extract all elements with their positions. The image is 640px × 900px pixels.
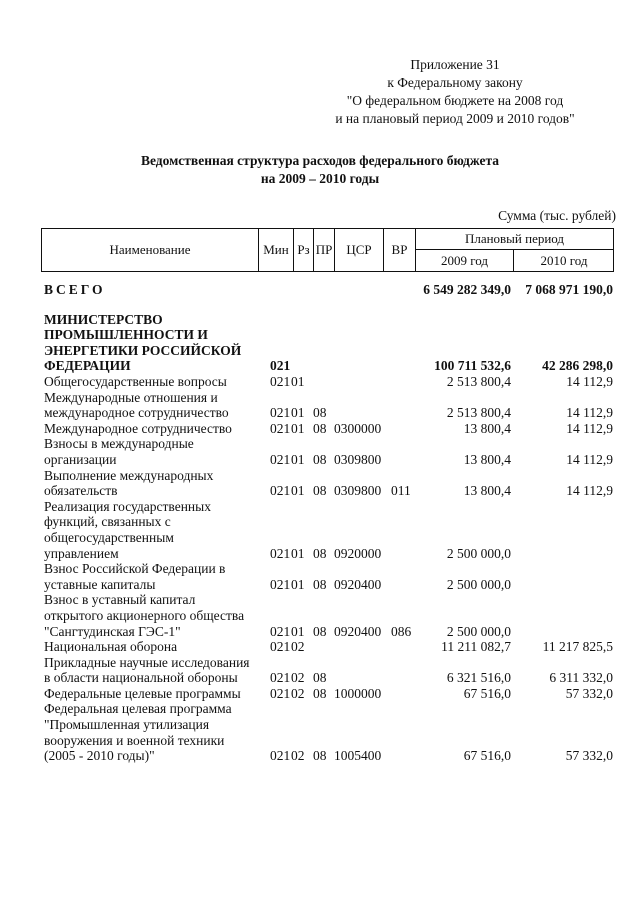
- row-name-line: в области национальной обороны: [44, 670, 238, 686]
- row-name-line: Национальная оборона: [44, 639, 178, 655]
- row-name-line: ЭНЕРГЕТИКИ РОССИЙСКОЙ: [44, 342, 242, 358]
- total-row: [0, 282, 640, 298]
- table-row: [0, 561, 640, 592]
- row-rz: 02: [291, 670, 305, 686]
- row-name-line: вооружения и военной техники: [44, 732, 225, 748]
- row-name-line: Прикладные научные исследования: [44, 654, 250, 670]
- header-name: Наименование: [109, 242, 191, 257]
- row-rz: 01: [291, 420, 305, 436]
- row-pr: 08: [313, 451, 327, 467]
- header-rz: Рз: [293, 229, 313, 271]
- row-min: 021: [270, 545, 291, 561]
- row-amount-2010: 14 112,9: [566, 373, 613, 389]
- row-csr: 0309800: [334, 451, 382, 467]
- row-name: [44, 499, 266, 561]
- row-amount-2009: 100 711 532,6: [434, 358, 511, 374]
- table-body: [0, 282, 640, 764]
- row-name-line: Выполнение международных: [44, 467, 214, 483]
- table-row: [0, 701, 640, 763]
- table-row: [0, 436, 640, 467]
- table-row: [0, 468, 640, 499]
- row-amount-2009: 6 549 282 349,0: [423, 282, 511, 297]
- row-rz: 01: [291, 451, 305, 467]
- row-pr: 08: [313, 623, 327, 639]
- row-name: [44, 421, 266, 437]
- header-pr: ПР: [313, 229, 334, 271]
- row-amount-2009: 2 500 000,0: [446, 545, 511, 561]
- row-name-line: Международное сотрудничество: [44, 420, 232, 436]
- row-min: 021: [270, 483, 291, 499]
- annex-law-title-1: "О федеральном бюджете на 2008 год: [346, 93, 564, 108]
- row-name-line: Общегосударственные вопросы: [44, 373, 227, 389]
- row-name-line: Международные отношения и: [44, 389, 218, 405]
- row-name-line: открытого акционерного общества: [44, 607, 245, 623]
- row-name-line: Взнос в уставный капитал: [44, 592, 196, 608]
- row-name: [44, 686, 266, 702]
- row-name-line: управлением: [44, 545, 119, 561]
- row-amount-2010: 7 068 971 190,0: [525, 282, 613, 297]
- row-min: 021: [270, 639, 291, 655]
- row-rz: 01: [291, 405, 305, 421]
- row-name-line: обязательств: [44, 483, 118, 499]
- row-csr: 1005400: [334, 748, 382, 764]
- row-amount-2010: 14 112,9: [566, 420, 613, 436]
- row-name-line: Федеральная целевая программа: [44, 701, 232, 717]
- table-row: [0, 592, 640, 639]
- annex-number: Приложение 31: [410, 57, 500, 72]
- row-name-line: Взносы в международные: [44, 436, 194, 452]
- row-name-line: ВСЕГО: [44, 282, 106, 297]
- row-min: 021: [270, 670, 291, 686]
- row-name-line: Реализация государственных: [44, 498, 211, 514]
- row-vr: 011: [391, 483, 411, 499]
- row-amount-2010: 57 332,0: [565, 748, 613, 764]
- table-row: [0, 312, 640, 374]
- row-amount-2009: 13 800,4: [463, 420, 511, 436]
- row-pr: 08: [313, 405, 327, 421]
- row-amount-2009: 2 513 800,4: [446, 405, 511, 421]
- row-pr: 08: [313, 670, 327, 686]
- row-name-line: организации: [44, 451, 117, 467]
- table-row: [0, 499, 640, 561]
- row-pr: 08: [313, 483, 327, 499]
- row-pr: 08: [313, 576, 327, 592]
- row-name-line: "Сангтудинская ГЭС-1": [44, 623, 181, 639]
- row-rz: 02: [291, 639, 305, 655]
- row-name: [44, 592, 266, 639]
- row-csr: 0920000: [334, 545, 382, 561]
- row-amount-2009: 13 800,4: [463, 483, 511, 499]
- row-name-line: ФЕДЕРАЦИИ: [44, 358, 131, 374]
- row-name: [44, 639, 266, 655]
- table-row: [0, 374, 640, 390]
- sum-unit-label: Сумма (тыс. рублей): [498, 208, 616, 223]
- header-vr: ВР: [383, 229, 415, 271]
- row-rz: 01: [291, 373, 305, 389]
- row-name: [44, 655, 266, 686]
- row-name-line: ПРОМЫШЛЕННОСТИ И: [44, 327, 208, 343]
- row-csr: 0300000: [334, 420, 382, 436]
- annex-law-title-2: и на плановый период 2009 и 2010 годов": [335, 111, 575, 126]
- table-header: [41, 228, 614, 272]
- annex-heading: [290, 56, 620, 128]
- row-rz: 02: [291, 685, 305, 701]
- annex-law-ref: к Федеральному закону: [387, 75, 523, 90]
- row-amount-2010: 14 112,9: [566, 451, 613, 467]
- header-year-2010: 2010 год: [513, 250, 614, 271]
- document-title-line-1: Ведомственная структура расходов федерального бюджета: [140, 153, 500, 168]
- row-name-line: МИНИСТЕРСТВО: [44, 311, 163, 327]
- row-rz: 01: [291, 483, 305, 499]
- row-name-line: общегосударственным: [44, 529, 174, 545]
- row-pr: 08: [313, 420, 327, 436]
- table-row: [0, 639, 640, 655]
- row-pr: 08: [313, 748, 327, 764]
- row-amount-2009: 2 500 000,0: [446, 576, 511, 592]
- row-vr: 086: [391, 623, 412, 639]
- header-year-2009: 2009 год: [441, 252, 488, 268]
- row-amount-2010: 42 286 298,0: [542, 358, 613, 374]
- row-min: 021: [270, 623, 291, 639]
- header-min: Мин: [258, 229, 293, 271]
- table-row: [0, 421, 640, 437]
- row-pr: 08: [313, 685, 327, 701]
- row-amount-2009: 2 500 000,0: [446, 623, 511, 639]
- row-csr: 1000000: [334, 685, 382, 701]
- row-csr: 0920400: [334, 576, 382, 592]
- row-amount-2009: 6 321 516,0: [446, 670, 511, 686]
- row-name-line: международное сотрудничество: [44, 405, 229, 421]
- row-name: [44, 561, 266, 592]
- row-name: [44, 282, 266, 298]
- table-row: [0, 655, 640, 686]
- row-name: [44, 468, 266, 499]
- row-amount-2010: 14 112,9: [566, 405, 613, 421]
- row-name: [44, 374, 266, 390]
- row-min: 021: [270, 451, 291, 467]
- row-name: [44, 390, 266, 421]
- row-amount-2009: 67 516,0: [463, 748, 511, 764]
- row-rz: 01: [291, 545, 305, 561]
- row-min: 021: [270, 420, 291, 436]
- row-amount-2010: 57 332,0: [565, 685, 613, 701]
- document-title-line-2: на 2009 – 2010 годы: [260, 171, 380, 186]
- table-row: [0, 686, 640, 702]
- row-amount-2009: 11 211 082,7: [441, 639, 511, 655]
- row-name-line: Федеральные целевые программы: [44, 685, 241, 701]
- document-title: [0, 152, 640, 188]
- header-csr: ЦСР: [334, 229, 383, 271]
- table-row: [0, 390, 640, 421]
- row-min: 021: [270, 405, 291, 421]
- row-rz: 02: [291, 748, 305, 764]
- row-amount-2010: 14 112,9: [566, 483, 613, 499]
- row-min: 021: [270, 748, 291, 764]
- row-amount-2010: 6 311 332,0: [549, 670, 613, 686]
- row-rz: 01: [291, 576, 305, 592]
- row-csr: 0309800: [334, 483, 382, 499]
- row-name-line: "Промышленная утилизация: [44, 717, 210, 733]
- header-planned-group: [415, 229, 613, 271]
- row-name: [44, 312, 266, 374]
- row-csr: 0920400: [334, 623, 382, 639]
- row-amount-2009: 67 516,0: [463, 685, 511, 701]
- row-amount-2009: 13 800,4: [463, 451, 511, 467]
- row-name-line: уставные капиталы: [44, 576, 156, 592]
- row-pr: 08: [313, 545, 327, 561]
- row-amount-2010: 11 217 825,5: [542, 639, 613, 655]
- header-planned-period: Плановый период: [416, 229, 613, 250]
- row-min: 021: [270, 373, 291, 389]
- row-min: 021: [270, 358, 291, 374]
- row-min: 021: [270, 685, 291, 701]
- row-rz: 01: [291, 623, 305, 639]
- row-min: 021: [270, 576, 291, 592]
- row-name-line: функций, связанных с: [44, 514, 171, 530]
- row-name-line: Взнос Российской Федерации в: [44, 561, 226, 577]
- row-name: [44, 436, 266, 467]
- row-name: [44, 701, 266, 763]
- row-name-line: (2005 - 2010 годы)": [44, 748, 155, 764]
- row-amount-2009: 2 513 800,4: [446, 373, 511, 389]
